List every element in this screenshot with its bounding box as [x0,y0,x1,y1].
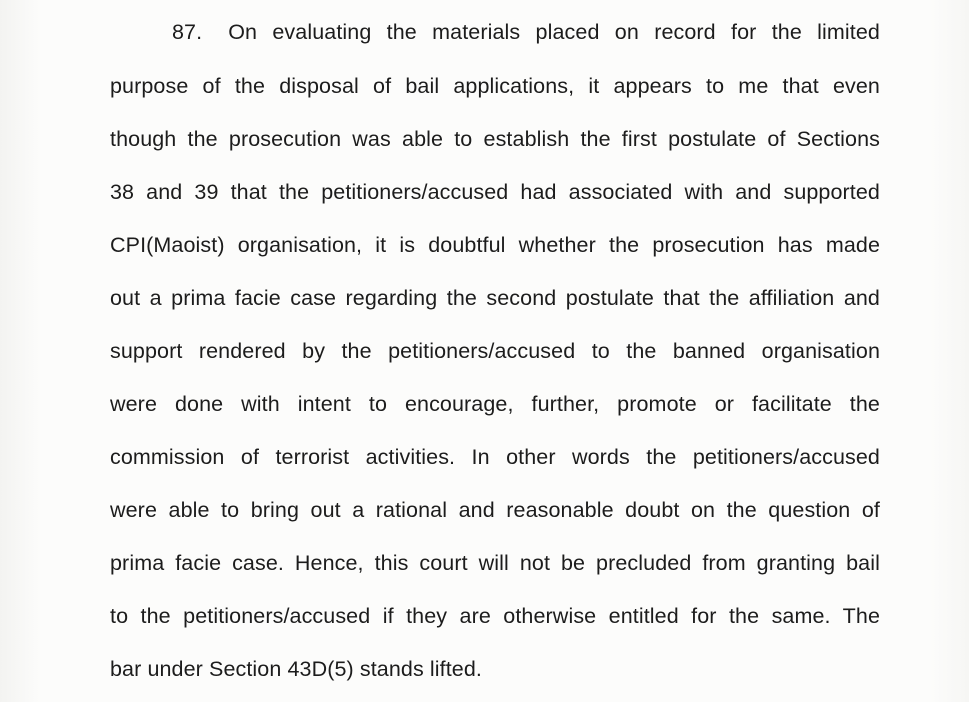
paragraph-line: though the prosecution was able to establish the first postulate of Sections [110,127,880,151]
paragraph-line: to the petitioners/accused if they are otherwise entitled for the same. The [110,604,880,628]
paragraph-line-text: On evaluating the materials placed on record for the limited [228,20,880,44]
paragraph-line [172,19,880,45]
paragraph-number: 87. [172,20,203,44]
paragraph-line: were able to bring out a rational and reasonable doubt on the question of [110,498,880,522]
paragraph-line: purpose of the disposal of bail applications, it appears to me that even [110,74,880,98]
paragraph-line: CPI(Maoist) organisation, it is doubtful whether the prosecution has made [110,233,880,257]
paragraph-line: out a prima facie case regarding the second postulate that the affiliation and [110,286,880,310]
paragraph-line: commission of terrorist activities. In other words the petitioners/accused [110,445,880,469]
paragraph-line: 38 and 39 that the petitioners/accused had associated with and supported [110,180,880,204]
paragraph-line: were done with intent to encourage, further, promote or facilitate the [110,392,880,416]
paragraph-last-line: bar under Section 43D(5) stands lifted. [110,657,482,681]
paragraph-line: support rendered by the petitioners/accused to the banned organisation [110,339,880,363]
paragraph-line: prima facie case. Hence, this court will not be precluded from granting bail [110,551,880,575]
